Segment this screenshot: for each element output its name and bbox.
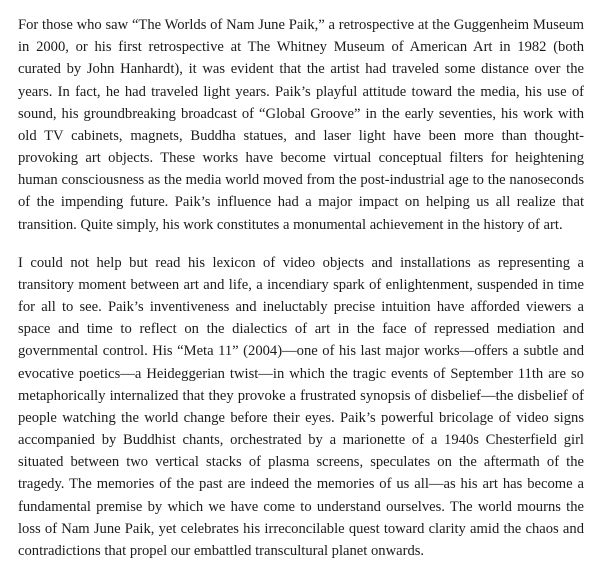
page-left-margin-rule [0, 0, 2, 552]
body-paragraph-2: I could not help but read his lexicon of video objects and installations as representing a transitory moment between art and life, a incendiary spark of enlightenment, suspended in time for all to see. Paik’s inventiveness and ineluctably precise intuition have afforded viewers a space and time to reflect on the dialectics of art in the face of repressed mediation and governmental control. His “Meta 11” (2004)—one of his last major works—offers a subtle and evocative poetics—a Heideggerian twist—in which the tragic events of September 11th are so metaphorically internalized that they provoke a frustrated synopsis of disbelief—the disbelief of people watching the world change before their eyes. Paik’s powerful bricolage of video signs accompanied by Buddhist chants, orchestrated by a marionette of a 1940s Chesterfield girl situated between two vertical stacks of plasma screens, speculates on the aftermath of the tragedy. The memories of the past are indeed the memories of us all—as his art has become a fundamental premise by which we have come to understand ourselves. The world mourns the loss of Nam June Paik, yet celebrates his irreconcilable quest toward clarity amid the chaos and contradictions that propel our embattled transcultural planet onwards. [18, 254, 584, 559]
body-paragraph-1: For those who saw “The Worlds of Nam June Paik,” a retrospective at the Guggenheim Museum in 2000, or his first retrospective at The Whitney Museum of American Art in 1982 (both curated by John Hanhardt), it was evident that the artist had traveled some distance over the years. In fact, he had traveled light years. Paik’s playful attitude toward the media, his use of sound, his groundbreaking broadcast of “Global Groove” in the early seventies, his work with old TV cabinets, magnets, Buddha statues, and laser light have been more than thought-provoking art objects. These works have become virtual conceptual filters for heightening human consciousness as the media world moved from the post-industrial age to the nanoseconds of the impending future. Paik’s influence had a major impact on helping us all realize that transition. Quite simply, his work constitutes a monumental achievement in the history of art. [18, 17, 584, 233]
